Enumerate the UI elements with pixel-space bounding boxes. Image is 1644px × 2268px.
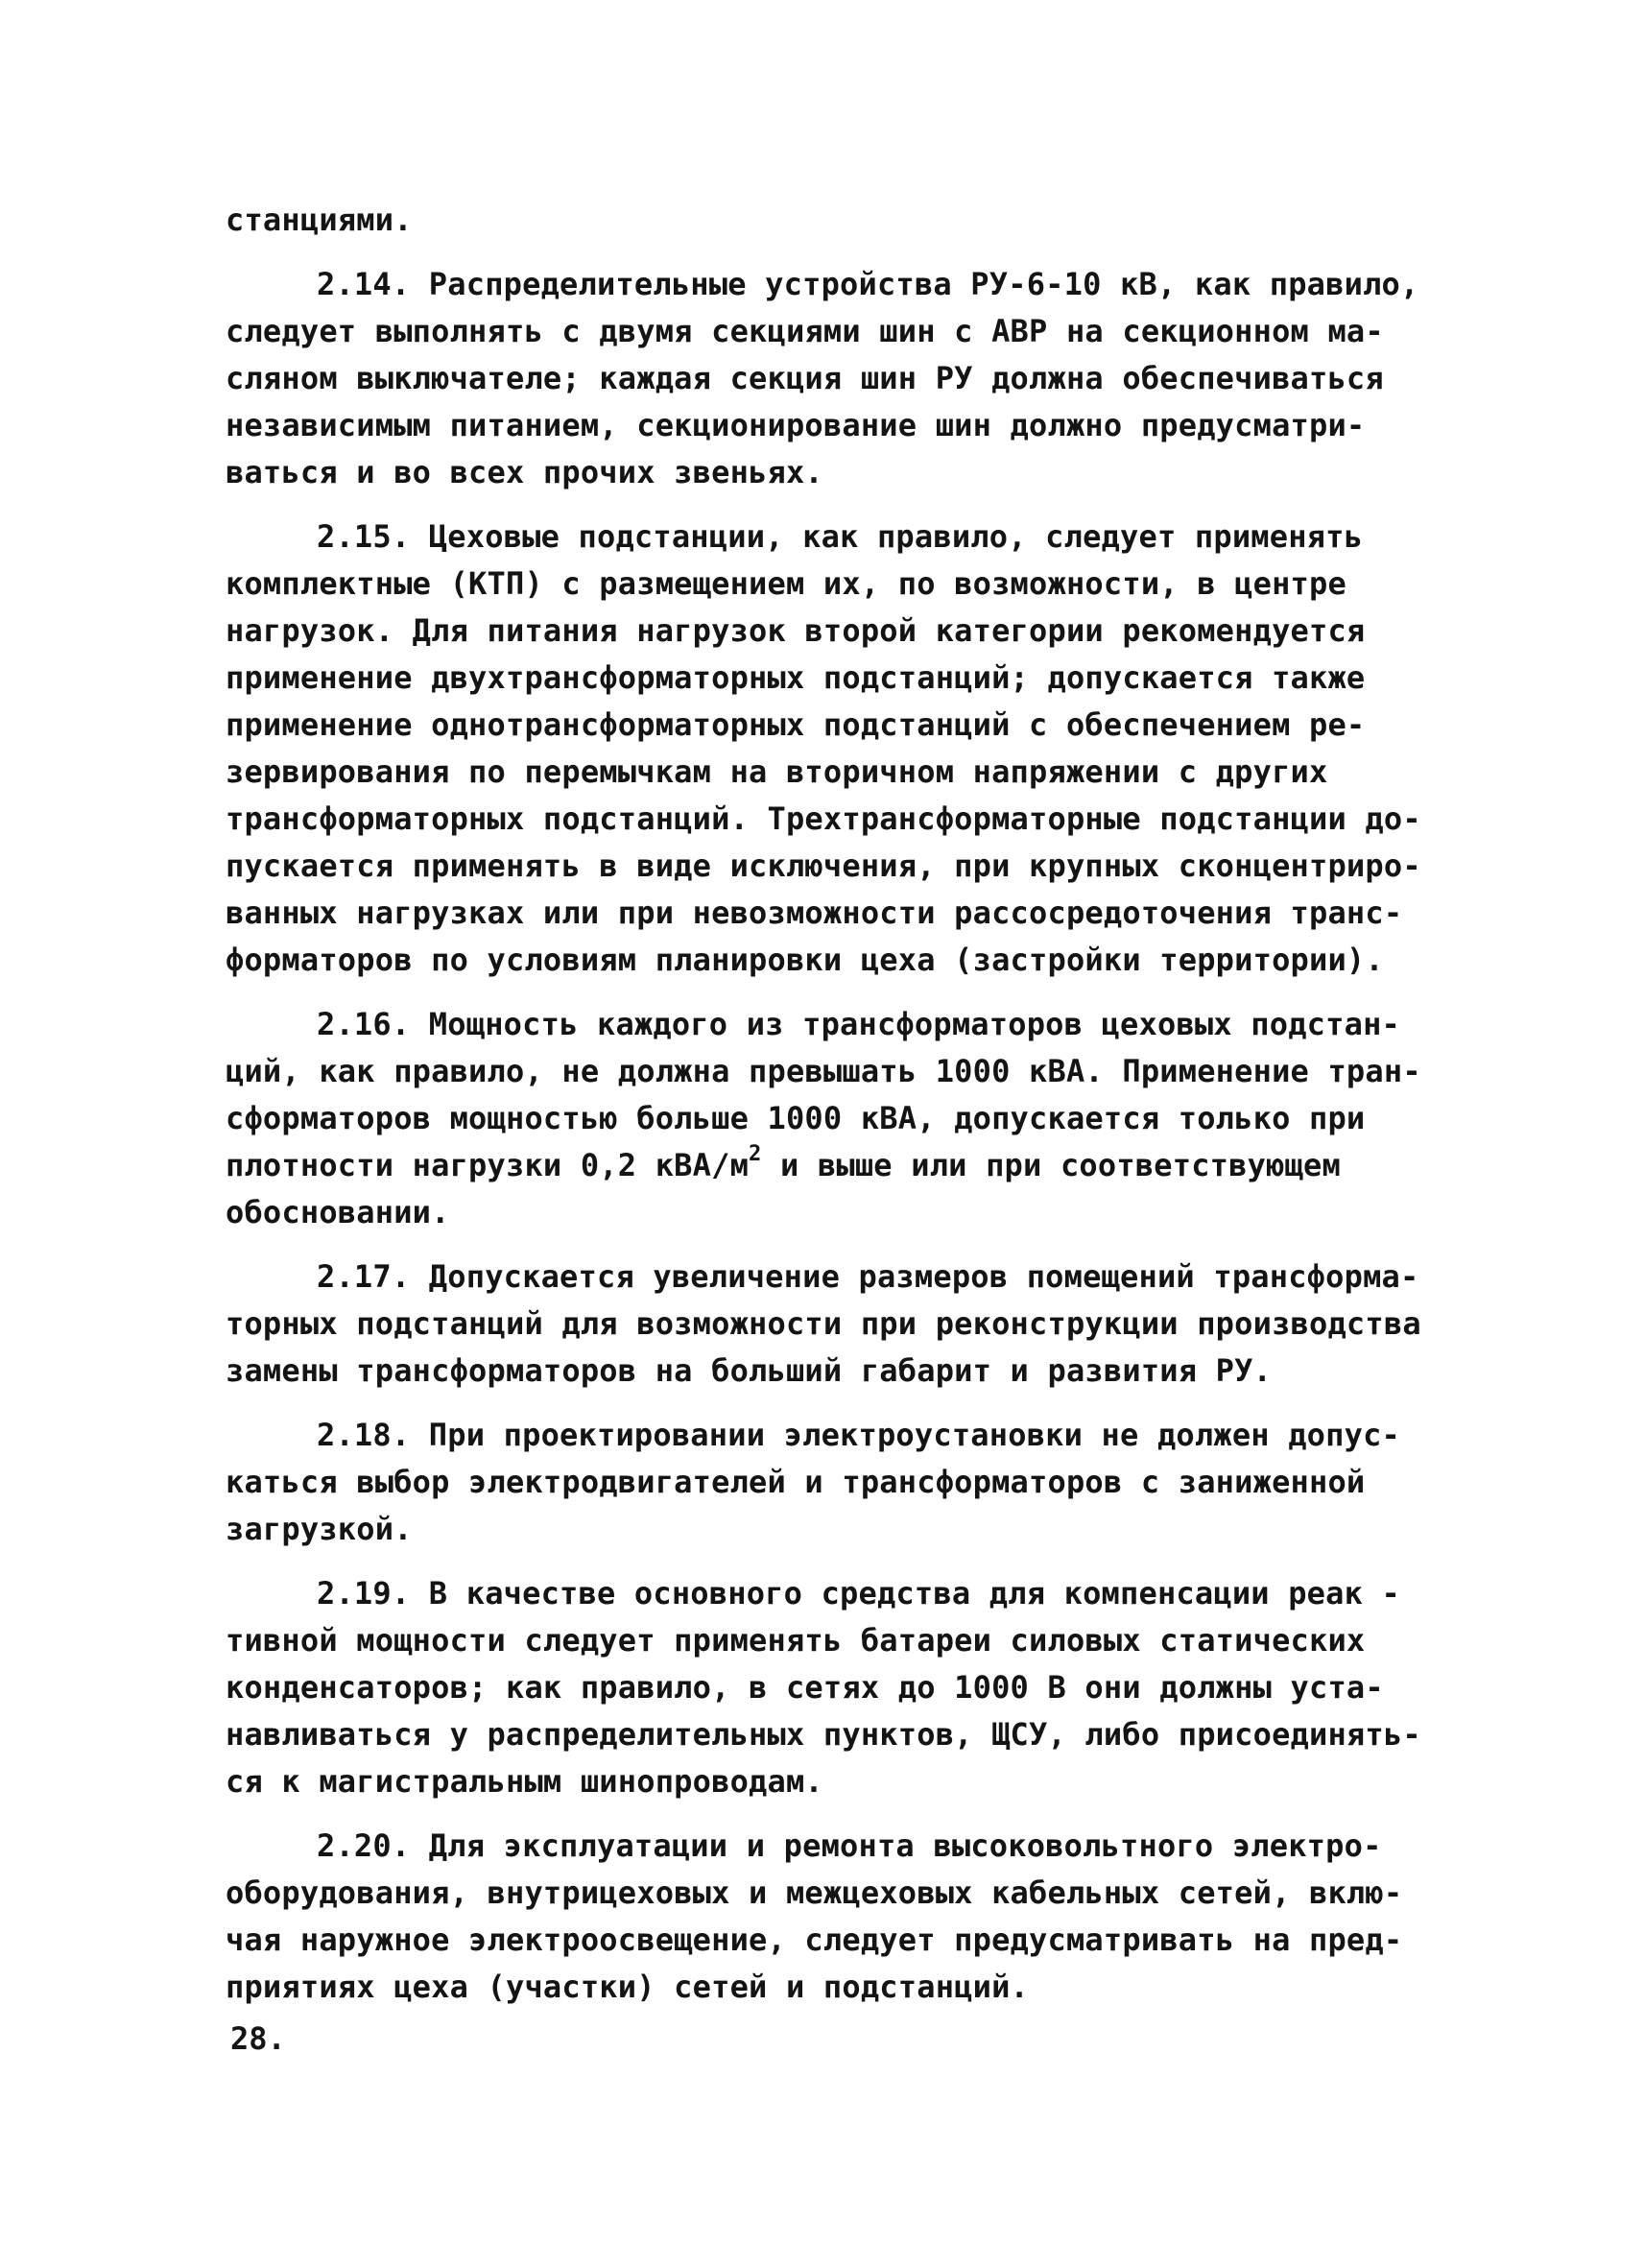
paragraph-2-20	[226, 1823, 1437, 2011]
paragraph-line: чая наружное электроосвещение, следует предусматривать на пред-	[226, 1922, 1403, 1958]
paragraph-line: торных подстанций для возможности при реконструкции производства	[226, 1305, 1421, 1342]
paragraph-line: комплектные (КТП) с размещением их, по возможности, в центре	[226, 565, 1346, 602]
paragraph-line: трансформаторных подстанций. Трехтрансформаторные подстанции до-	[226, 800, 1421, 837]
paragraph-line: 2.14. Распределительные устройства РУ-6-10 кВ, как правило,	[317, 266, 1419, 302]
paragraph-2-16	[226, 1001, 1437, 1236]
paragraph-2-17	[226, 1253, 1437, 1395]
paragraph-gap	[226, 1553, 1437, 1570]
document-body	[226, 197, 1437, 2011]
paragraph-line: ваться и во всех прочих звеньях.	[226, 454, 823, 490]
paragraph-line: 2.17. Допускается увеличение размеров помещений трансформа-	[317, 1258, 1419, 1295]
opening-line: станциями.	[226, 202, 413, 238]
paragraph-line: навливаться у распределительных пунктов, ЩСУ, либо присоединять-	[226, 1716, 1421, 1753]
paragraph-line: нагрузок. Для питания нагрузок второй категории рекомендуется	[226, 612, 1366, 649]
paragraph-line: ций, как правило, не должна превышать 1000 кВА. Применение тран-	[226, 1053, 1421, 1089]
line-text-pre: плотности нагрузки 0,2 кВА/м	[226, 1147, 750, 1183]
paragraph-line: ся к магистральным шинопроводам.	[226, 1763, 823, 1800]
paragraph-line: каться выбор электродвигателей и трансформаторов с заниженной	[226, 1464, 1366, 1500]
paragraph-line: 2.20. Для эксплуатации и ремонта высоковольтного электро-	[317, 1827, 1382, 1864]
line-text-post: и выше или при соответствующем	[761, 1147, 1341, 1183]
paragraph-line: оборудования, внутрицеховых и межцеховых кабельных сетей, вклю-	[226, 1874, 1403, 1911]
paragraph-line: приятиях цеха (участки) сетей и подстанций.	[226, 1969, 1030, 2005]
paragraph-gap	[226, 1236, 1437, 1253]
paragraph-line: 2.15. Цеховые подстанции, как правило, следует применять	[317, 518, 1364, 555]
paragraph-line: загрузкой.	[226, 1511, 413, 1547]
paragraph-2-19	[226, 1570, 1437, 1805]
paragraph-line: следует выполнять с двумя секциями шин с АВР на секционном ма-	[226, 313, 1384, 349]
superscript: 2	[749, 1142, 762, 1167]
paragraph-2-14	[226, 261, 1437, 496]
paragraph-line: независимым питанием, секционирование шин должно предусматри-	[226, 407, 1366, 443]
paragraph-line: сляном выключателе; каждая секция шин РУ должна обеспечиваться	[226, 360, 1384, 396]
paragraph-gap	[226, 244, 1437, 261]
paragraph-gap	[226, 1805, 1437, 1823]
paragraph-gap	[226, 496, 1437, 513]
paragraph-line: пускается применять в виде исключения, при крупных сконцентриро-	[226, 848, 1421, 884]
paragraph-line: тивной мощности следует применять батареи силовых статических	[226, 1622, 1366, 1659]
paragraph-line-with-superscript	[226, 1142, 1437, 1189]
paragraph-2-15	[226, 513, 1437, 984]
paragraph-gap	[226, 1395, 1437, 1412]
page-number: 28.	[230, 2020, 286, 2057]
paragraph-line: зервирования по перемычкам на вторичном напряжении с других	[226, 753, 1328, 790]
paragraph-line: применение двухтрансформаторных подстанций; допускается также	[226, 659, 1366, 696]
paragraph-line: ванных нагрузках или при невозможности рассосредоточения транс-	[226, 895, 1403, 931]
paragraph-line: конденсаторов; как правило, в сетях до 1000 В они должны уста-	[226, 1669, 1384, 1706]
paragraph-line: обосновании.	[226, 1194, 450, 1230]
paragraph-line: 2.16. Мощность каждого из трансформаторов цеховых подстан-	[317, 1006, 1401, 1042]
paragraph-2-18	[226, 1412, 1437, 1553]
paragraph-line: 2.18. При проектировании электроустановки не должен допус-	[317, 1417, 1401, 1453]
paragraph-line: 2.19. В качестве основного средства для компенсации реак -	[317, 1575, 1401, 1611]
paragraph-line: замены трансформаторов на больший габарит и развития РУ.	[226, 1352, 1273, 1389]
paragraph-gap	[226, 984, 1437, 1001]
paragraph-line: форматоров по условиям планировки цеха (застройки территории).	[226, 942, 1384, 978]
paragraph-line: применение однотрансформаторных подстанций с обеспечением ре-	[226, 706, 1366, 743]
paragraph-line: сформаторов мощностью больше 1000 кВА, допускается только при	[226, 1100, 1366, 1136]
